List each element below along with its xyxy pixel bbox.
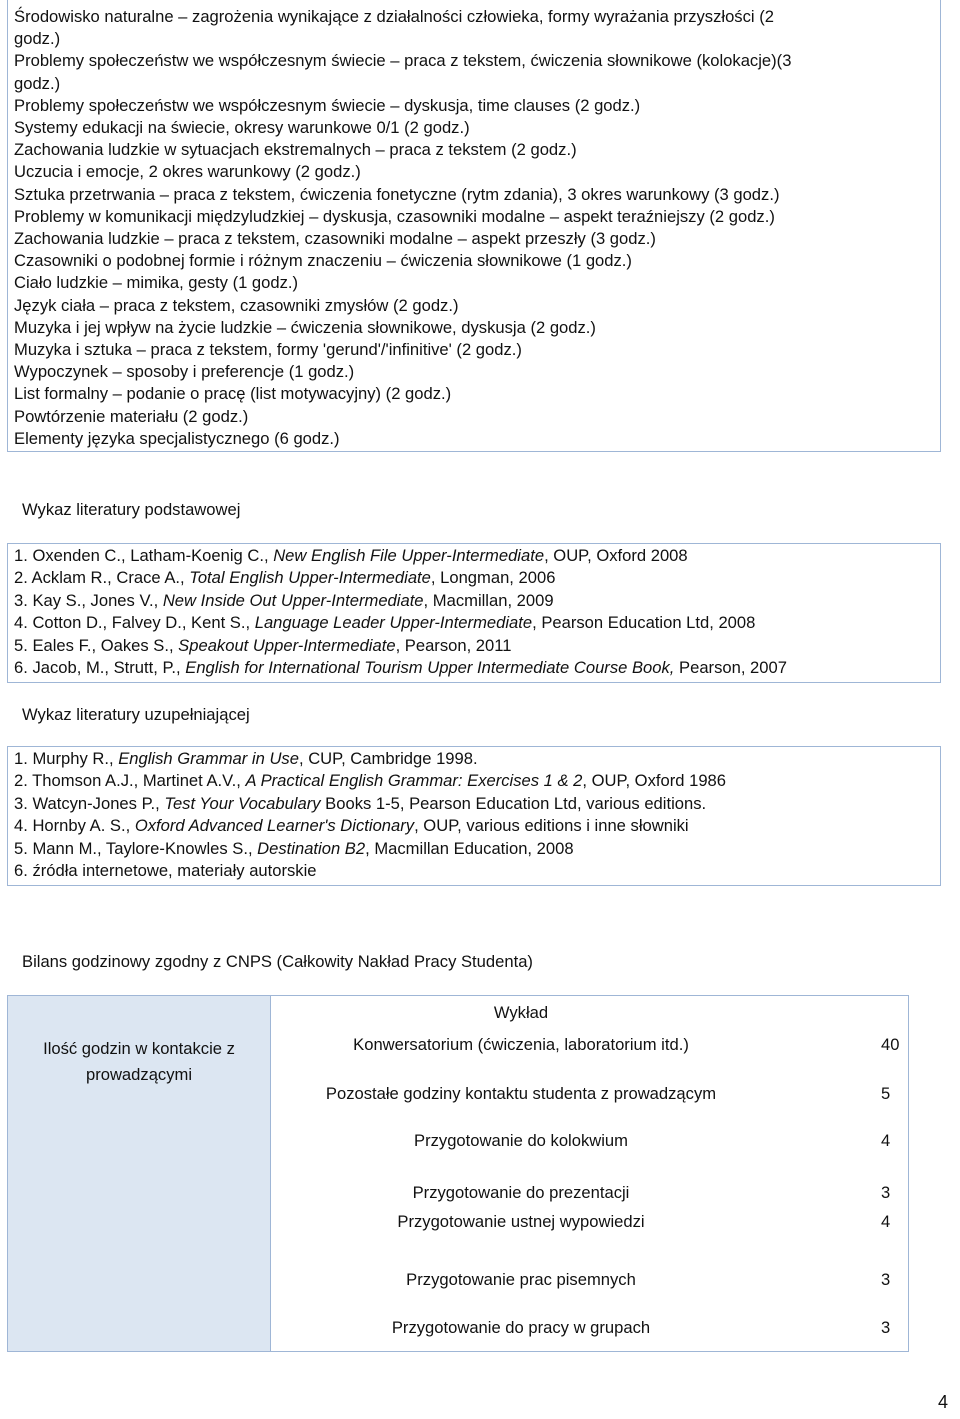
- literature-item: 2. Acklam R., Crace A., Total English Upper-Intermediate, Longman, 2006: [14, 568, 556, 588]
- topic-line: Zachowania ludzkie w sytuacjach ekstremalnych – praca z tekstem (2 godz.): [14, 140, 577, 160]
- bilans-row-value: 3: [881, 1318, 891, 1337]
- bilans-row: [271, 1181, 909, 1205]
- literature-item: 4. Hornby A. S., Oxford Advanced Learner's Dictionary, OUP, various editions i inne słowniki: [14, 816, 689, 836]
- topic-line: Uczucia i emocje, 2 okres warunkowy (2 godz.): [14, 162, 361, 182]
- literature-item: 6. Jacob, M., Strutt, P., English for International Tourism Upper Intermediate Course Book, Pearson, 2007: [14, 658, 787, 678]
- topic-line: Elementy języka specjalistycznego (6 godz.): [14, 428, 340, 448]
- bilans-row-value: 4: [881, 1212, 891, 1231]
- bilans-row: [271, 1316, 909, 1340]
- topic-line: List formalny – podanie o pracę (list motywacyjny) (2 godz.): [14, 384, 452, 404]
- literature-item: 6. źródła internetowe, materiały autorskie: [14, 861, 317, 881]
- topic-line: Systemy edukacji na świecie, okresy warunkowe 0/1 (2 godz.): [14, 118, 470, 138]
- supplementary-literature-box: [7, 746, 941, 886]
- bilans-row-label: Przygotowanie do prezentacji: [412, 1183, 630, 1202]
- bilans-table: [7, 995, 909, 1352]
- topic-line: Problemy społeczeństw we współczesnym świecie – praca z tekstem, ćwiczenia słownikowe (kolokacje)(3: [14, 51, 792, 71]
- topic-line: Ciało ludzkie – mimika, gesty (1 godz.): [14, 273, 299, 293]
- bilans-row-value: 40: [881, 1035, 900, 1054]
- literature-item: 3. Kay S., Jones V., New Inside Out Upper-Intermediate, Macmillan, 2009: [14, 590, 554, 610]
- bilans-row-value: 4: [881, 1131, 891, 1150]
- basic-literature-heading: Wykaz literatury podstawowej: [22, 500, 241, 519]
- supplementary-literature-heading: Wykaz literatury uzupełniającej: [22, 705, 250, 724]
- literature-item: 5. Mann M., Taylore-Knowles S., Destination B2, Macmillan Education, 2008: [14, 838, 574, 858]
- topic-line: godz.): [14, 73, 61, 93]
- topic-line: Problemy społeczeństw we współczesnym świecie – dyskusja, time clauses (2 godz.): [14, 95, 641, 115]
- topic-line: Język ciała – praca z tekstem, czasowniki zmysłów (2 godz.): [14, 295, 459, 315]
- bilans-row-value: 3: [881, 1183, 891, 1202]
- topic-line: Środowisko naturalne – zagrożenia wynikające z działalności człowieka, formy wyrażania przyszłości (2: [14, 7, 774, 26]
- topic-line: Czasowniki o podobnej formie i różnym znaczeniu – ćwiczenia słownikowe (1 godz.): [14, 251, 632, 271]
- bilans-heading: Bilans godzinowy zgodny z CNPS (Całkowity Nakład Pracy Studenta): [22, 952, 533, 971]
- literature-item: 1. Oxenden C., Latham-Koenig C., New English File Upper-Intermediate, OUP, Oxford 2008: [14, 546, 688, 565]
- bilans-row-label: Pozostałe godziny kontaktu studenta z prowadzącym: [325, 1084, 717, 1103]
- topic-line: Problemy w komunikacji międzyludzkiej – dyskusja, czasowniki modalne – aspekt teraźniejszy (2 godz.): [14, 206, 775, 226]
- topic-line: Muzyka i sztuka – praca z tekstem, formy 'gerund'/'infinitive' (2 godz.): [14, 340, 522, 360]
- page-number: 4: [938, 1392, 949, 1412]
- bilans-row: [271, 1001, 909, 1025]
- bilans-row: [271, 1082, 909, 1106]
- bilans-right-cell: [271, 995, 909, 1352]
- topic-line: Muzyka i jej wpływ na życie ludzkie – ćwiczenia słownikowe, dyskusja (2 godz.): [14, 317, 596, 337]
- topic-line: Sztuka przetrwania – praca z tekstem, ćwiczenia fonetyczne (rytm zdania), 3 okres warunkowy (3 godz.): [14, 184, 780, 204]
- literature-item: 2. Thomson A.J., Martinet A.V., A Practical English Grammar: Exercises 1 & 2, OUP, Oxford 1986: [14, 771, 727, 791]
- bilans-row-value: 3: [881, 1270, 891, 1289]
- literature-item: 5. Eales F., Oakes S., Speakout Upper-Intermediate, Pearson, 2011: [14, 635, 512, 655]
- literature-item: 1. Murphy R., English Grammar in Use, CUP, Cambridge 1998.: [14, 749, 478, 768]
- bilans-row-label: Przygotowanie prac pisemnych: [406, 1270, 636, 1289]
- literature-item: 4. Cotton D., Falvey D., Kent S., Language Leader Upper-Intermediate, Pearson Education Ltd, 2008: [14, 613, 756, 633]
- bilans-row-label: Przygotowanie do pracy w grupach: [391, 1318, 651, 1337]
- bilans-left-cell: [7, 995, 271, 1352]
- bilans-row-label: Konwersatorium (ćwiczenia, laboratorium itd.): [353, 1035, 689, 1054]
- topic-line: Zachowania ludzkie – praca z tekstem, czasowniki modalne – aspekt przeszły (3 godz.): [14, 229, 656, 249]
- topic-line: Powtórzenie materiału (2 godz.): [14, 406, 249, 426]
- basic-literature-box: [7, 543, 941, 683]
- bilans-left-label: Ilość godzin w kontakcie z prowadzącymi: [43, 1039, 235, 1084]
- bilans-row: [271, 1129, 909, 1153]
- bilans-row: [271, 1033, 909, 1057]
- topic-line: godz.): [14, 29, 61, 49]
- bilans-row-label: Wykład: [493, 1003, 549, 1022]
- bilans-row-label: Przygotowanie do kolokwium: [414, 1131, 628, 1150]
- topic-line: Wypoczynek – sposoby i preferencje (1 godz.): [14, 362, 355, 382]
- literature-item: 3. Watcyn-Jones P., Test Your Vocabulary Books 1-5, Pearson Education Ltd, various editions.: [14, 793, 707, 813]
- bilans-row-value: 5: [881, 1084, 891, 1103]
- bilans-row: [271, 1210, 909, 1234]
- bilans-row: [271, 1268, 909, 1292]
- topics-box: [7, 0, 941, 452]
- bilans-row-label: Przygotowanie ustnej wypowiedzi: [397, 1212, 645, 1231]
